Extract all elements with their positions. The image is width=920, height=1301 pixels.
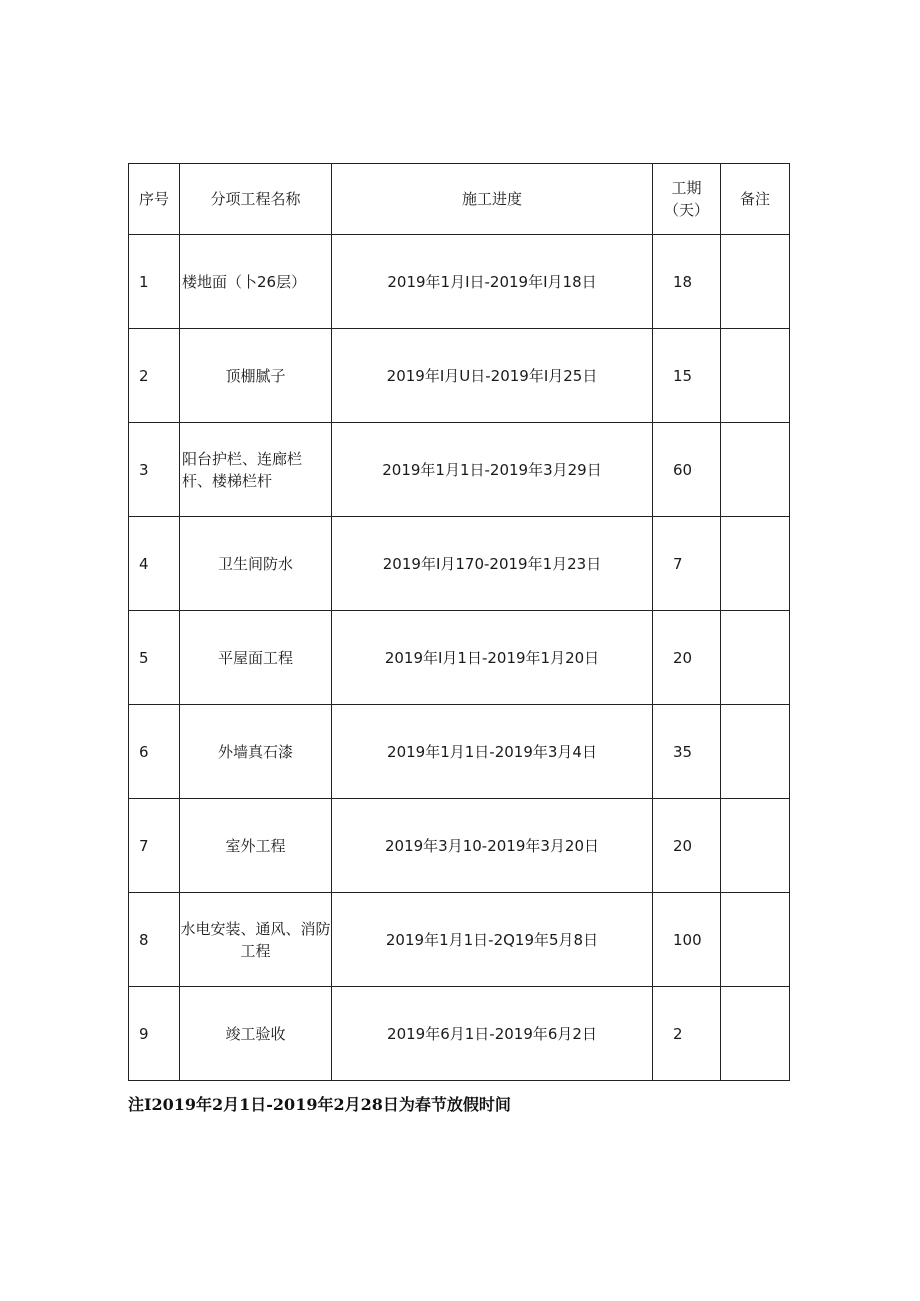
row-no: 1 bbox=[129, 235, 180, 329]
row-no: 9 bbox=[129, 987, 180, 1081]
table-row bbox=[129, 893, 790, 987]
row-no: 7 bbox=[129, 799, 180, 893]
row-name: 楼地面（卜26层） bbox=[180, 235, 332, 329]
header-days: 工期（天） bbox=[653, 164, 721, 235]
row-no: 6 bbox=[129, 705, 180, 799]
table-row bbox=[129, 705, 790, 799]
row-progress: 2019年3月10-2019年3月20日 bbox=[332, 799, 653, 893]
row-days: 60 bbox=[653, 423, 721, 517]
row-name: 水电安装、通风、消防工程 bbox=[180, 893, 332, 987]
table-row bbox=[129, 987, 790, 1081]
row-no: 3 bbox=[129, 423, 180, 517]
row-remarks bbox=[721, 987, 790, 1081]
footnote: 注I2019年2月1日-2019年2月28日为春节放假时间 bbox=[128, 1095, 511, 1114]
row-days: 7 bbox=[653, 517, 721, 611]
row-progress: 2019年6月1日-2019年6月2日 bbox=[332, 987, 653, 1081]
row-days: 20 bbox=[653, 799, 721, 893]
row-days: 100 bbox=[653, 893, 721, 987]
row-remarks bbox=[721, 423, 790, 517]
row-progress: 2019年I月U日-2019年I月25日 bbox=[332, 329, 653, 423]
row-progress: 2019年I月170-2019年1月23日 bbox=[332, 517, 653, 611]
row-remarks bbox=[721, 705, 790, 799]
row-days: 35 bbox=[653, 705, 721, 799]
table-row bbox=[129, 799, 790, 893]
table-row bbox=[129, 611, 790, 705]
row-days: 18 bbox=[653, 235, 721, 329]
table-row bbox=[129, 517, 790, 611]
row-remarks bbox=[721, 235, 790, 329]
header-no: 序号 bbox=[129, 164, 180, 235]
row-no: 4 bbox=[129, 517, 180, 611]
table-row bbox=[129, 235, 790, 329]
table-row bbox=[129, 329, 790, 423]
row-no: 2 bbox=[129, 329, 180, 423]
row-name: 顶棚腻子 bbox=[180, 329, 332, 423]
row-name: 竣工验收 bbox=[180, 987, 332, 1081]
row-days: 20 bbox=[653, 611, 721, 705]
row-no: 5 bbox=[129, 611, 180, 705]
row-days: 2 bbox=[653, 987, 721, 1081]
row-progress: 2019年1月1日-2019年3月4日 bbox=[332, 705, 653, 799]
row-name: 卫生间防水 bbox=[180, 517, 332, 611]
construction-schedule-table bbox=[128, 163, 790, 1081]
row-progress: 2019年1月1日-2019年3月29日 bbox=[332, 423, 653, 517]
header-name: 分项工程名称 bbox=[180, 164, 332, 235]
row-days: 15 bbox=[653, 329, 721, 423]
row-name: 阳台护栏、连廊栏杆、楼梯栏杆 bbox=[180, 423, 332, 517]
row-progress: 2019年1月I日-2019年I月18日 bbox=[332, 235, 653, 329]
row-remarks bbox=[721, 329, 790, 423]
row-name: 室外工程 bbox=[180, 799, 332, 893]
row-progress: 2019年I月1日-2019年1月20日 bbox=[332, 611, 653, 705]
header-progress: 施工进度 bbox=[332, 164, 653, 235]
row-remarks bbox=[721, 611, 790, 705]
row-name: 平屋面工程 bbox=[180, 611, 332, 705]
row-remarks bbox=[721, 893, 790, 987]
row-name: 外墙真石漆 bbox=[180, 705, 332, 799]
row-no: 8 bbox=[129, 893, 180, 987]
row-progress: 2019年1月1日-2Q19年5月8日 bbox=[332, 893, 653, 987]
header-remarks: 备注 bbox=[721, 164, 790, 235]
table-header-row bbox=[129, 164, 790, 235]
table-row bbox=[129, 423, 790, 517]
row-remarks bbox=[721, 517, 790, 611]
row-remarks bbox=[721, 799, 790, 893]
